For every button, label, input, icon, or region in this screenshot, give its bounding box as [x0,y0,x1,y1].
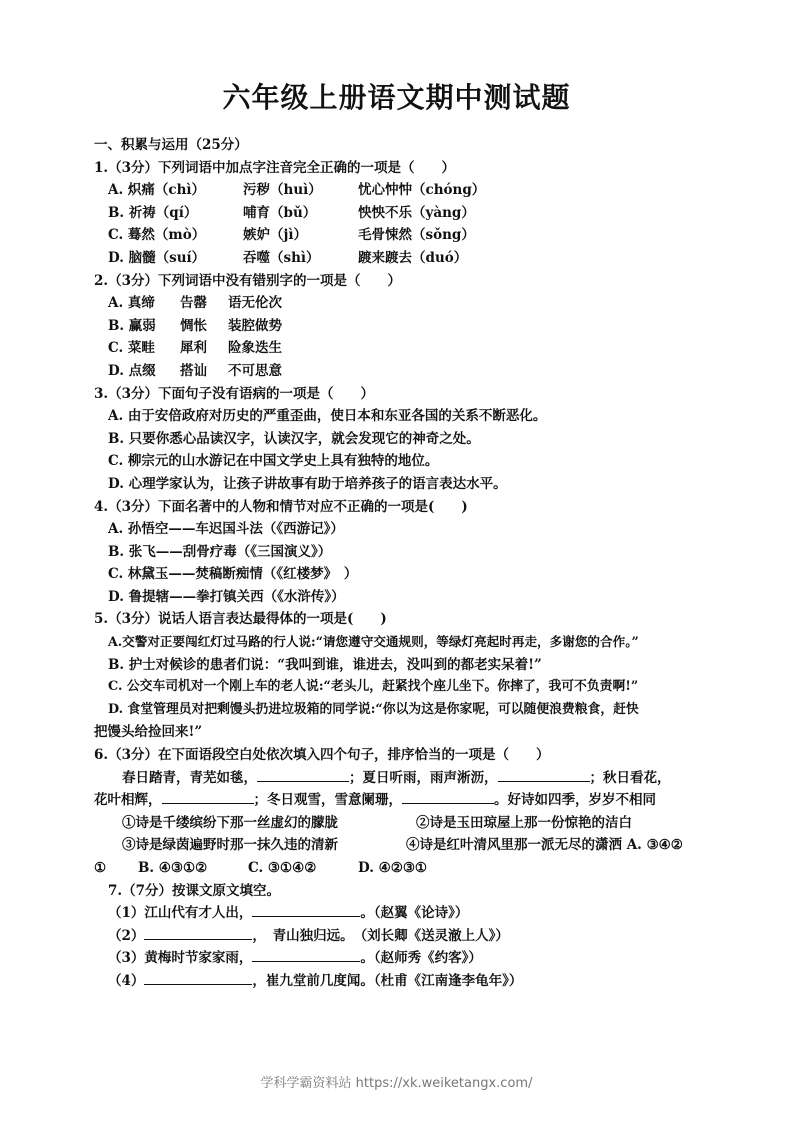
sentence-option: ②诗是玉田琼屋上那一份惊艳的洁白 [416,814,632,831]
poem-text: 。（赵师秀《约客》） [360,950,482,967]
question-4-option-a: A. 孙悟空——车迟国斗法（《西游记》） [108,521,344,538]
passage-text: 春日踏青，青芜如毯， [122,769,257,786]
question-3-option-d: D. 心理学家认为，让孩子讲故事有助于培养孩子的语言表达水平。 [108,475,507,492]
question-5-option-d: D. 食堂管理员对把剩馒头扔进垃圾箱的同学说:“你以为这是你家呢，可以随便浪费粮食，赶快 [108,701,639,717]
option-text: 装腔做势 [228,317,282,334]
question-6-answer-options [94,857,706,880]
option-text: A. 真缔 [108,295,155,312]
sentence-option: ③诗是绿茵遍野时那一抹久违的清新 [122,837,338,854]
footer-watermark: 学科学霸资料站 https://xk.weiketangx.com/ [260,1076,533,1091]
question-2-option-a [94,292,706,315]
option-text: 告罄 [180,295,207,312]
option-text: ① [94,860,107,876]
question-7-blank-2 [94,925,706,948]
option-text: C. 菜畦 [108,340,155,357]
option-text: 犀利 [180,340,207,357]
poem-text: （1）江山代有才人出， [108,905,253,922]
question-6-sentences-row-1 [94,812,706,835]
question-5-option-c: C. 公交车司机对一个刚上车的老人说:“老头儿，赶紧找个座儿坐下。你摔了，我可不负责啊!” [108,679,639,695]
question-4-option-c: C. 林黛玉——焚稿断痴情（《红楼梦》 ） [108,566,358,583]
poem-text: （2） [108,927,145,944]
option-text: 污秽（huì） [243,182,322,199]
question-2-option-c [94,337,706,360]
option-text: 语无伦次 [228,295,282,312]
page-title: 六年级上册语文期中测试题 [222,81,571,114]
option-text: C. 蓦然（mò） [108,227,206,244]
question-6-passage-line-1 [94,767,706,790]
option-text: 险象迭生 [228,340,282,357]
option-text: 不可思意 [228,362,282,379]
question-3-option-c: C. 柳宗元的山水游记在中国文学史上具有独特的地位。 [108,453,439,470]
option-text: 嫉妒（jì） [243,227,308,244]
question-1-stem: 1.（3分）下列词语中加点字注音完全正确的一项是（ ） [94,159,455,176]
option-text: D. 脑髓（suí） [108,249,206,266]
passage-text: 。好诗如四季，岁岁不相同 [494,792,656,809]
passage-text: 花叶相辉， [94,792,162,809]
option-text: B. 赢弱 [108,317,156,334]
question-3-stem: 3.（3分）下面句子没有语病的一项是（ ） [94,385,374,402]
question-3-option-a: A. 由于安倍政府对历史的严重歪曲，使日本和东亚各国的关系不断恶化。 [108,408,547,425]
passage-text: ；夏日听雨，雨声淅沥， [349,769,498,786]
passage-text: ；秋日看花， [589,769,671,786]
option-text: 毛骨悚然（sǒng） [358,227,475,244]
option-text: C. ③①④② [248,860,317,876]
blank-line [162,789,254,804]
blank-line [144,970,252,985]
blank-line [402,789,494,804]
question-2-option-d [94,360,706,383]
blank-line [144,925,252,940]
question-6-passage-line-2 [94,789,706,812]
question-5-option-a: A.交警对正要闯红灯过马路的行人说:“请您遵守交通规则，等绿灯亮起时再走，多谢您的合作。” [108,634,639,650]
question-5-option-b: B. 护士对候诊的患者们说：“我叫到谁，谁进去，没叫到的都老实呆着!” [108,656,542,673]
question-3-option-b: B. 只要你悉心品读汉字，认读汉字，就会发现它的神奇之处。 [108,430,480,447]
option-text: D. ④②③① [358,860,428,876]
question-1-option-a [94,179,706,202]
sentence-option: ④诗是红叶清风里那一派无尽的潇洒 A. ③④② [406,837,683,854]
option-text: 搭讪 [180,362,207,379]
question-1-option-d [94,247,706,270]
option-text: A. 炽痛（chì） [108,182,206,199]
option-text: 踱来踱去（duó） [358,249,468,266]
question-2-stem: 2.（3分）下列词语中没有错别字的一项是（ ） [94,272,401,289]
section-heading: 一、积累与运用（25分） [94,137,248,153]
question-1-option-b [94,202,706,225]
poem-text: （4） [108,972,145,989]
blank-line [252,947,360,962]
option-text: B. ④③①② [138,860,208,876]
option-text: B. 祈祷（qí） [108,204,198,221]
question-7-blank-1 [94,902,706,925]
option-text: 哺育（bǔ） [243,204,317,221]
question-4-stem: 4.（3分）下面名著中的人物和情节对应不正确的一项是( ) [94,498,468,515]
option-text: 忧心忡忡（chóng） [358,182,486,199]
sentence-option: ①诗是千缕缤纷下那一丝虚幻的朦胧 [122,814,338,831]
blank-line [257,767,349,782]
question-1-option-c [94,224,706,247]
question-5-stem: 5.（3分）说话人语言表达最得体的一项是( ) [94,611,387,628]
option-text: 怏怏不乐（yàng） [358,204,475,221]
question-4-option-d: D. 鲁提辖——拳打镇关西（《水浒传》） [108,588,345,605]
poem-text: ，崔九堂前几度闻。（杜甫《江南逢李龟年》） [252,972,523,989]
question-6-sentences-row-2 [94,834,706,857]
question-6-stem: 6.（3分）在下面语段空白处依次填入四个句子，排序恰当的一项是（ ） [94,747,550,764]
poem-text: （3）黄梅时节家家雨， [108,950,253,967]
passage-text: ；冬日观雪，雪意阑珊， [253,792,402,809]
option-text: D. 点缀 [108,362,156,379]
question-7-stem: 7.（7分）按课文原文填空。 [108,882,280,899]
poem-text: 。（赵翼《论诗》） [360,905,469,922]
blank-line [498,767,590,782]
question-7-blank-4 [94,970,706,993]
blank-line [252,902,360,917]
option-text: 惆怅 [180,317,207,334]
exam-content [94,134,706,993]
question-5-option-d-continued: 把馒头给捡回来!” [94,724,203,741]
poem-text: ， 青山独归远。 （刘长卿《送灵澈上人》） [252,927,509,944]
question-4-option-b: B. 张飞——刮骨疗毒（《三国演义》） [108,543,332,560]
question-2-option-b [94,315,706,338]
option-text: 吞噬（shì） [243,249,320,266]
question-7-blank-3 [94,947,706,970]
